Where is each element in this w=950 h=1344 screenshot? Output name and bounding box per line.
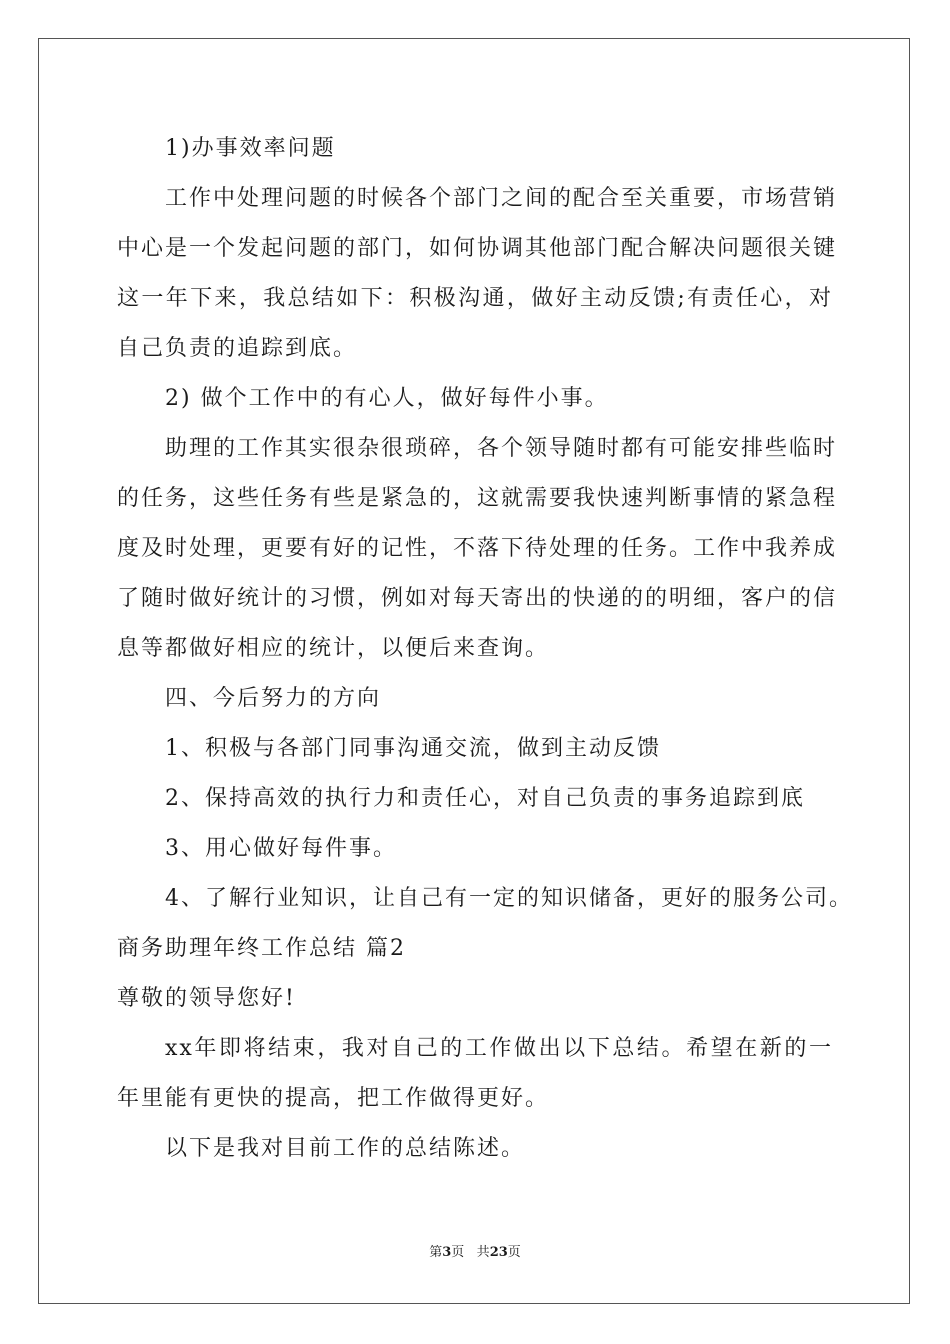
paragraph-line: 了随时做好统计的习惯，例如对每天寄出的快递的的明细，客户的信 — [117, 586, 838, 611]
heading-attentive: 2) 做个工作中的有心人，做好每件小事。 — [165, 386, 609, 411]
section-heading: 四、今后努力的方向 — [165, 686, 382, 711]
list-item: 4、了解行业知识，让自己有一定的知识储备，更好的服务公司。 — [165, 886, 853, 911]
list-item: 3、用心做好每件事。 — [165, 836, 397, 861]
paragraph-line: 以下是我对目前工作的总结陈述。 — [165, 1136, 526, 1161]
list-item: 2、保持高效的执行力和责任心，对自己负责的事务追踪到底 — [165, 786, 805, 811]
paragraph-line: 息等都做好相应的统计，以便后来查询。 — [117, 636, 550, 661]
paragraph-line: 中心是一个发起问题的部门，如何协调其他部门配合解决问题很关键 — [117, 236, 838, 261]
page-number: 3 — [442, 1245, 452, 1260]
paragraph-line: 自己负责的追踪到底。 — [117, 336, 358, 361]
paragraph-line: 度及时处理，更要有好的记性，不落下待处理的任务。工作中我养成 — [117, 536, 838, 561]
paragraph-line: 这一年下来，我总结如下：积极沟通，做好主动反馈;有责任心，对 — [117, 286, 833, 311]
paragraph-line: 工作中处理问题的时候各个部门之间的配合至关重要，市场营销 — [165, 186, 838, 211]
article-title: 商务助理年终工作总结 篇2 — [117, 936, 406, 961]
paragraph-line: 的任务，这些任务有些是紧急的，这就需要我快速判断事情的紧急程 — [117, 486, 838, 511]
page-footer — [0, 1244, 950, 1262]
total-prefix: 共 — [476, 1245, 490, 1260]
paragraph-line: 年里能有更快的提高，把工作做得更好。 — [117, 1086, 550, 1111]
list-item: 1、积极与各部门同事沟通交流，做到主动反馈 — [165, 736, 661, 761]
heading-efficiency: 1)办事效率问题 — [165, 136, 336, 161]
total-suffix: 页 — [507, 1245, 521, 1260]
paragraph-line: 助理的工作其实很杂很琐碎，各个领导随时都有可能安排些临时 — [165, 436, 838, 461]
page-border — [38, 38, 910, 1304]
page-suffix: 页 — [451, 1245, 465, 1260]
paragraph-line: xx年即将结束，我对自己的工作做出以下总结。希望在新的一 — [165, 1036, 833, 1061]
page-prefix: 第 — [429, 1245, 443, 1260]
total-pages: 23 — [489, 1245, 508, 1260]
salutation: 尊敬的领导您好! — [117, 986, 296, 1011]
